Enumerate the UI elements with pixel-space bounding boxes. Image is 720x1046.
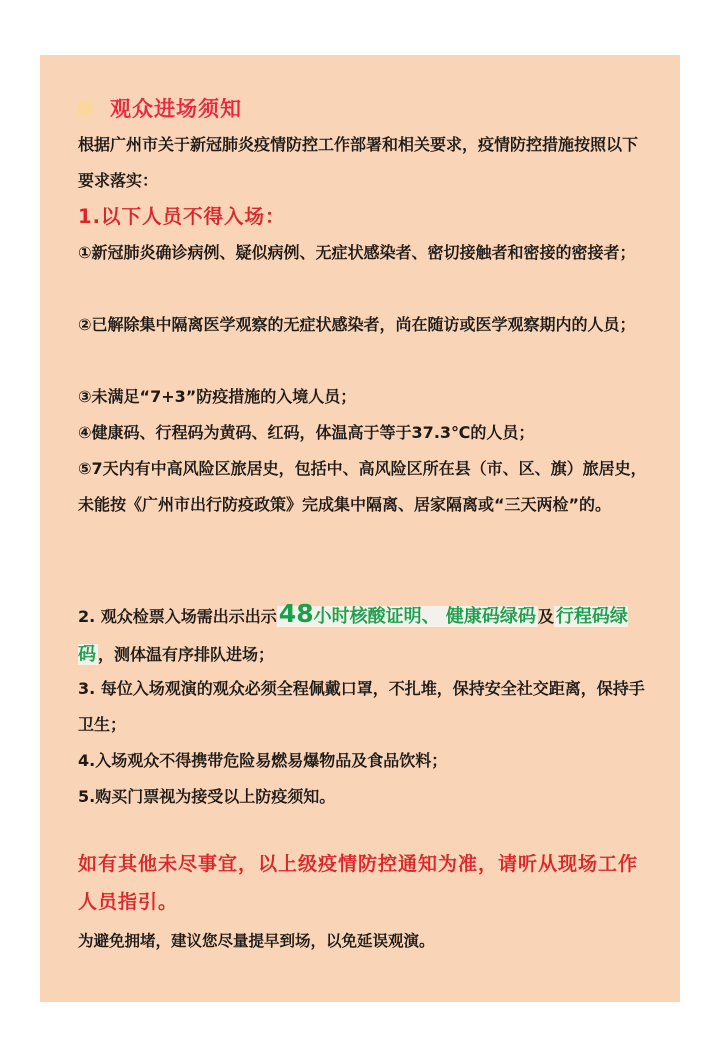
section1-item-1: ①新冠肺炎确诊病例、疑似病例、无症状感染者、密切接触者和密接的密接者；: [78, 243, 636, 262]
rule2-suffix: ，测体温有序排队进场；: [98, 645, 275, 664]
rule2-highlight-2: 行程码绿码: [78, 606, 628, 665]
title-row: [78, 93, 242, 123]
square-bullet-icon: [78, 101, 92, 115]
rule2-prefix: 2. 观众检票入场需出示出示: [78, 607, 277, 626]
section1-item-5: ⑤7天内有中高风险区旅居史，包括中、高风险区所在县（市、区、旗）旅居史，未能按《广州市出行防疫政策》完成集中隔离、居家隔离或“三天两检”的。: [78, 459, 647, 514]
notice-title: 观众进场须知: [110, 97, 242, 121]
section1-heading: 1.以下人员不得入场：: [78, 205, 286, 228]
rule-2: [78, 595, 650, 674]
rule-3: 3. 每位入场观演的观众必须全程佩戴口罩，不扎堆，保持安全社交距离，保持手卫生；: [78, 679, 645, 734]
rule-5: 5.购买门票视为接受以上防疫须知。: [78, 787, 336, 806]
tip-text: 为避免拥堵，建议您尽量提早到场，以免延误观演。: [78, 932, 435, 950]
section1-item-2: ②已解除集中隔离医学观察的无症状感染者，尚在随访或医学观察期内的人员；: [78, 315, 636, 334]
section1-item-4: ④健康码、行程码为黄码、红码，体温高于等于37.3℃的人员；: [78, 423, 535, 442]
rule2-highlight-text: 小时核酸证明、 健康码绿码: [313, 606, 536, 627]
note-text: 如有其他未尽事宜，以上级疫情防控通知为准，请听从现场工作人员指引。: [78, 853, 639, 913]
rule2-connector: 及: [537, 607, 554, 626]
intro-paragraph: 根据广州市关于新冠肺炎疫情防控工作部署和相关要求，疫情防控措施按照以下要求落实：: [78, 135, 639, 190]
rule-4: 4.入场观众不得携带危险易燃易爆物品及食品饮料；: [78, 751, 448, 770]
notice-panel: [40, 55, 680, 1002]
rule2-highlight-number: 48: [278, 599, 314, 628]
section1-item-3: ③未满足“7+3”防疫措施的入境人员；: [78, 387, 357, 406]
rule2-highlight: [277, 599, 538, 628]
